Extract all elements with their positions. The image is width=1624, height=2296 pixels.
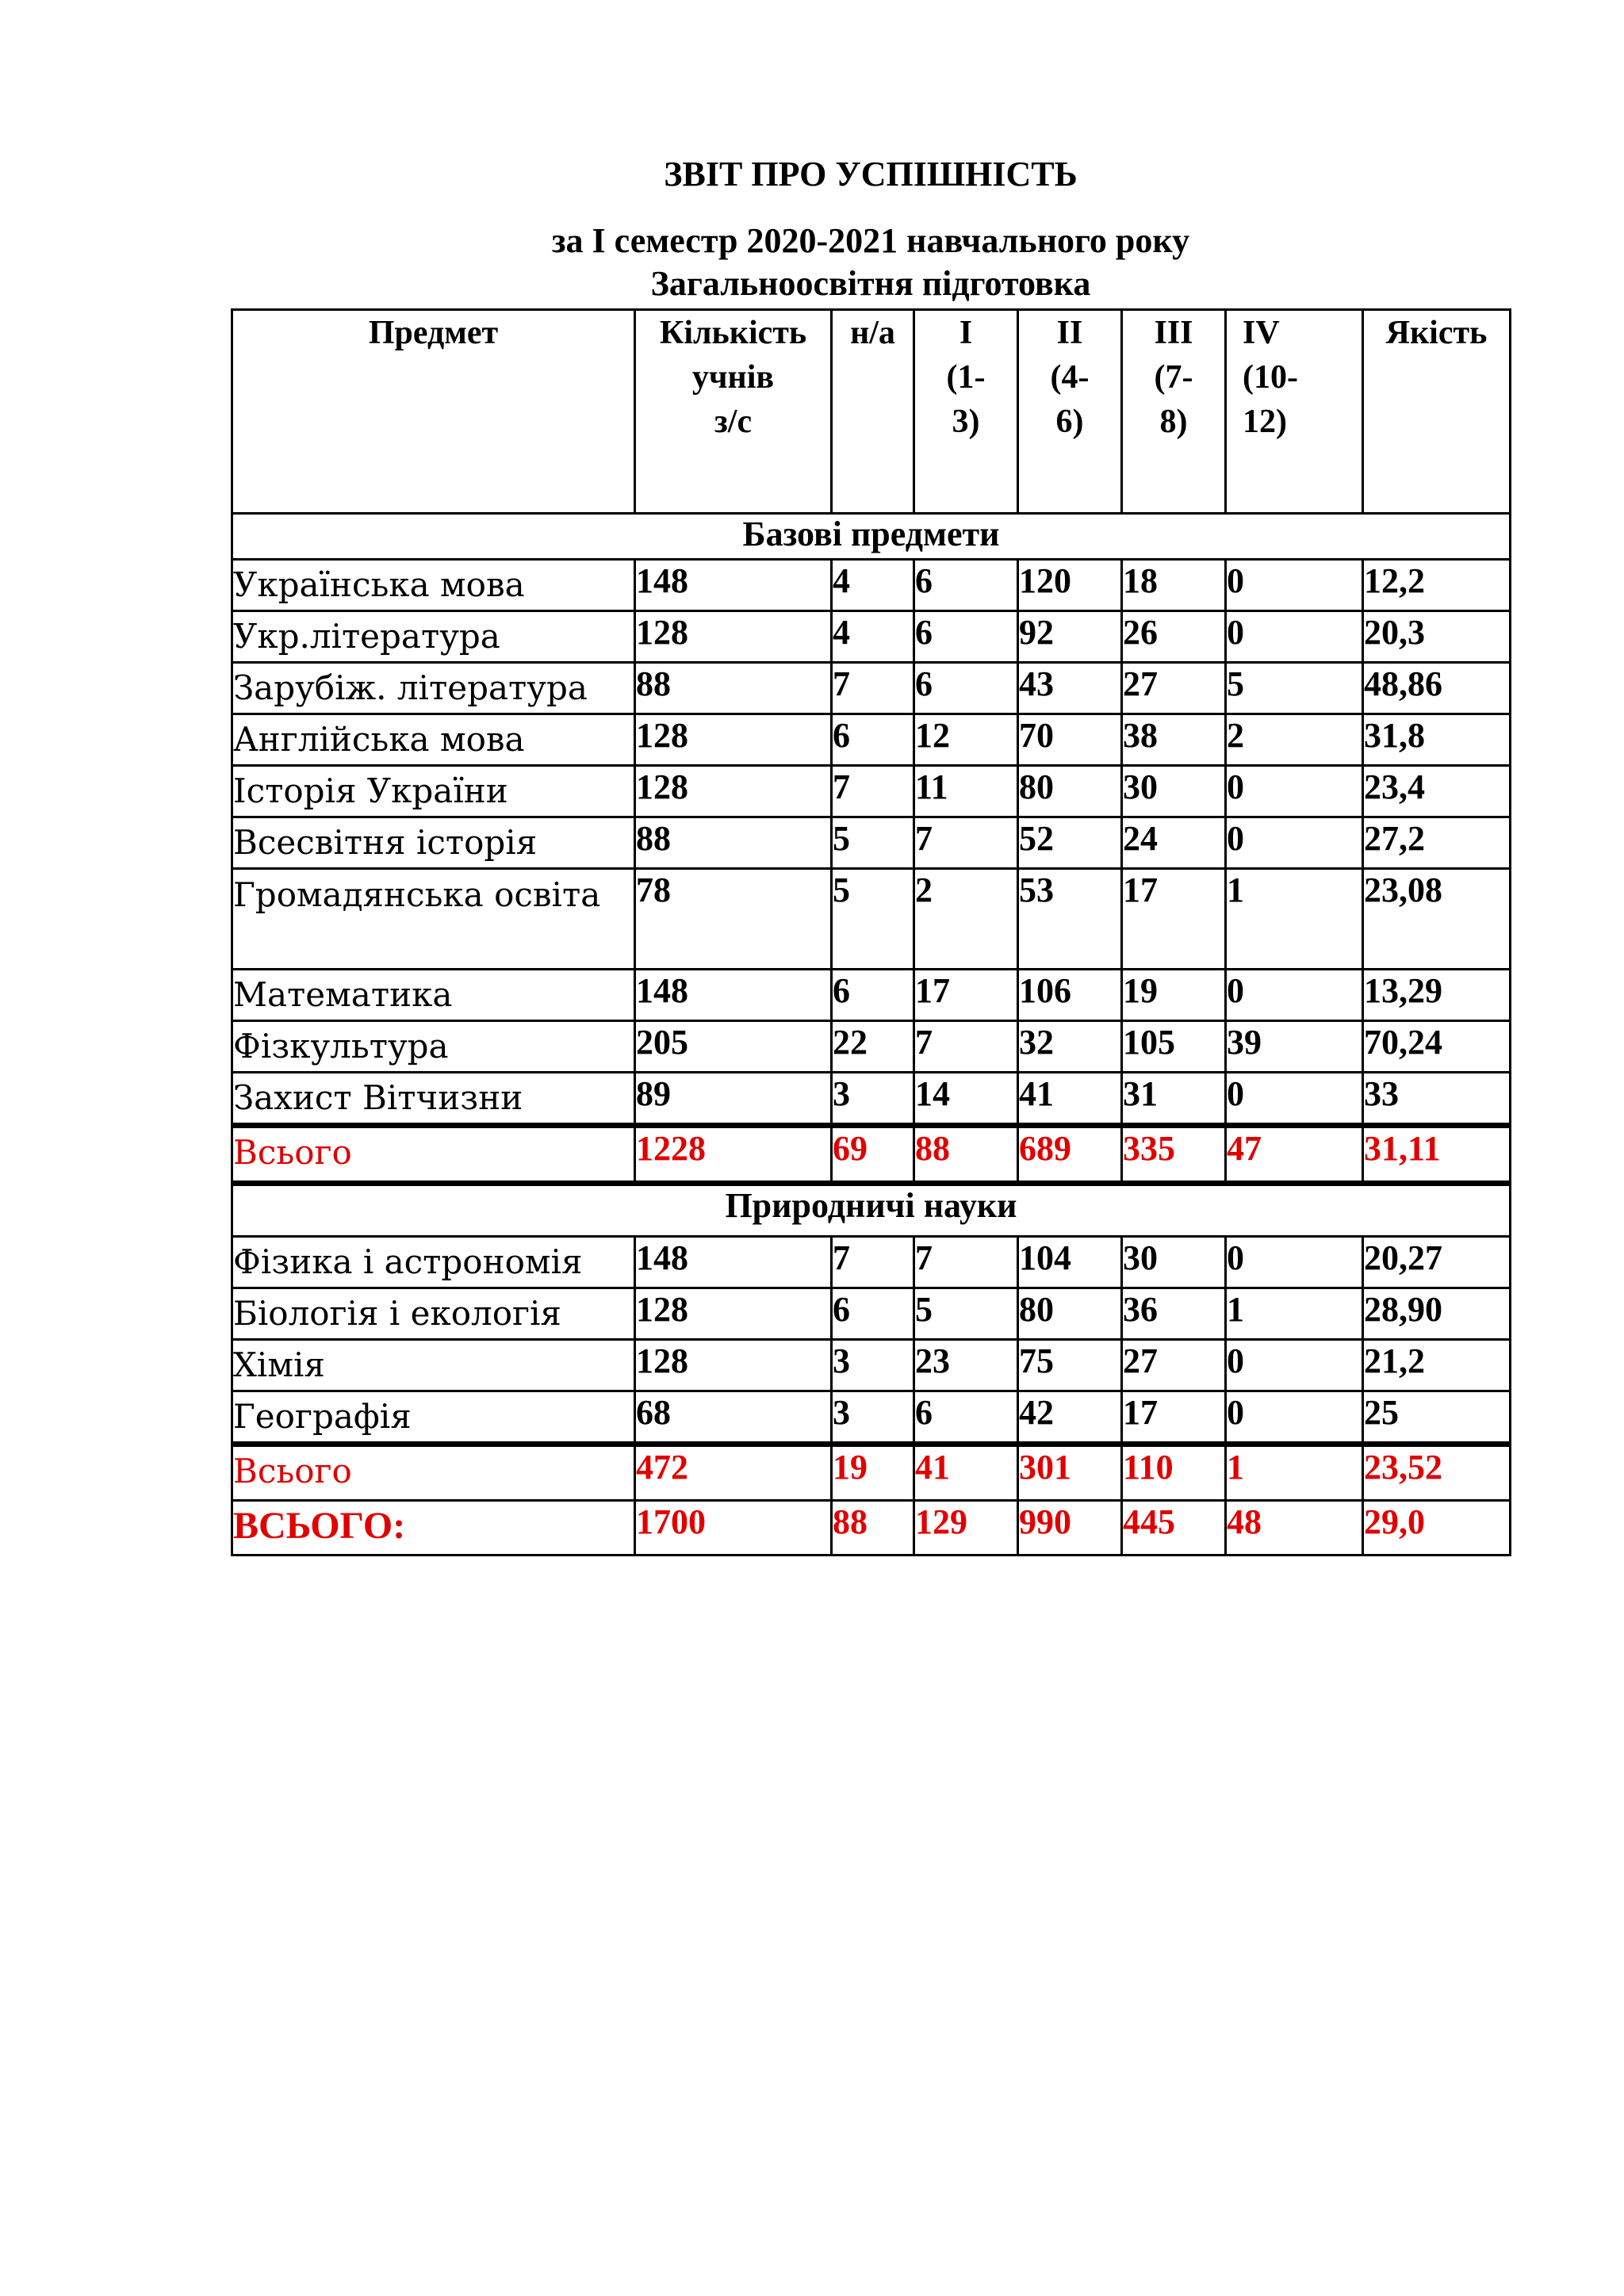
table-body <box>232 514 1511 1556</box>
level-1-cell: 6 <box>914 1391 1018 1445</box>
count-cell: 88 <box>635 663 832 714</box>
level-2-cell: 92 <box>1018 611 1122 663</box>
header-count-line2: учнів <box>691 359 775 396</box>
count-cell: 89 <box>635 1073 832 1126</box>
level-2-cell: 42 <box>1018 1391 1122 1445</box>
level-2-cell: 75 <box>1018 1340 1122 1391</box>
total-na: 19 <box>832 1445 914 1501</box>
level-4-cell: 0 <box>1226 1340 1363 1391</box>
level-2-cell: 104 <box>1018 1237 1122 1288</box>
header-level-3-line2: (7- <box>1154 359 1193 396</box>
level-2-cell: 80 <box>1018 1288 1122 1340</box>
total-level-3: 335 <box>1122 1126 1226 1184</box>
header-count <box>635 310 832 514</box>
report-subtitle-2: Загальноосвітня підготовка <box>650 264 1091 303</box>
level-2-cell: 53 <box>1018 869 1122 970</box>
total-count: 1228 <box>635 1126 832 1184</box>
level-2-cell: 80 <box>1018 766 1122 817</box>
subject-cell: Фізика і астрономія <box>232 1237 635 1288</box>
count-cell: 148 <box>635 1237 832 1288</box>
total-level-1: 88 <box>914 1126 1018 1184</box>
grand-total-row <box>232 1501 1511 1556</box>
subject-cell: Захист Вітчизни <box>232 1073 635 1126</box>
level-1-cell: 7 <box>914 1237 1018 1288</box>
header-subject <box>232 310 635 514</box>
quality-cell: 28,90 <box>1363 1288 1511 1340</box>
header-level-4-line3: 12) <box>1243 404 1287 440</box>
header-quality <box>1363 310 1511 514</box>
level-3-cell: 36 <box>1122 1288 1226 1340</box>
header-level-1-line2: (1- <box>946 359 986 396</box>
count-cell: 128 <box>635 1340 832 1391</box>
subject-cell: Укр.література <box>232 611 635 663</box>
count-cell: 148 <box>635 560 832 611</box>
quality-cell: 21,2 <box>1363 1340 1511 1391</box>
total-quality: 23,52 <box>1363 1445 1511 1501</box>
subject-cell: Біологія і екологія <box>232 1288 635 1340</box>
subject-cell: Англійська мова <box>232 714 635 766</box>
grand-total-level-4: 48 <box>1226 1501 1363 1556</box>
level-1-cell: 6 <box>914 560 1018 611</box>
section-total-row <box>232 1445 1511 1501</box>
subject-cell: Географія <box>232 1391 635 1445</box>
table-row <box>232 611 1511 663</box>
na-cell: 7 <box>832 766 914 817</box>
total-level-2: 689 <box>1018 1126 1122 1184</box>
header-level-1-line1: І <box>959 315 973 351</box>
header-level-4 <box>1226 310 1363 514</box>
level-4-cell: 0 <box>1226 560 1363 611</box>
level-3-cell: 26 <box>1122 611 1226 663</box>
subject-cell: Українська мова <box>232 560 635 611</box>
report-subtitle: за І семестр 2020-2021 навчального року <box>551 221 1190 260</box>
header-quality-label: Якість <box>1385 315 1488 351</box>
quality-cell: 27,2 <box>1363 817 1511 869</box>
subject-cell: Історія України <box>232 766 635 817</box>
level-2-cell: 52 <box>1018 817 1122 869</box>
level-4-cell: 0 <box>1226 1237 1363 1288</box>
table-row <box>232 970 1511 1021</box>
level-3-cell: 27 <box>1122 1340 1226 1391</box>
table-row <box>232 1073 1511 1126</box>
na-cell: 7 <box>832 663 914 714</box>
section-header-row <box>232 1184 1511 1237</box>
level-1-cell: 5 <box>914 1288 1018 1340</box>
level-3-cell: 30 <box>1122 766 1226 817</box>
table-row <box>232 1340 1511 1391</box>
level-2-cell: 41 <box>1018 1073 1122 1126</box>
header-level-2-line2: (4- <box>1050 359 1090 396</box>
table-row <box>232 714 1511 766</box>
grand-total-level-1: 129 <box>914 1501 1018 1556</box>
header-level-4-line1: IV <box>1243 315 1280 351</box>
count-cell: 128 <box>635 766 832 817</box>
na-cell: 22 <box>832 1021 914 1073</box>
header-level-2-line1: ІІ <box>1056 315 1083 351</box>
level-1-cell: 12 <box>914 714 1018 766</box>
table-row <box>232 663 1511 714</box>
quality-cell: 13,29 <box>1363 970 1511 1021</box>
table-row <box>232 1237 1511 1288</box>
subject-cell: Зарубіж. література <box>232 663 635 714</box>
level-2-cell: 43 <box>1018 663 1122 714</box>
level-4-cell: 1 <box>1226 869 1363 970</box>
level-4-cell: 0 <box>1226 611 1363 663</box>
total-label: Всього <box>232 1445 635 1501</box>
header-level-4-line2: (10- <box>1243 359 1298 396</box>
subject-cell: Математика <box>232 970 635 1021</box>
quality-cell: 25 <box>1363 1391 1511 1445</box>
subject-cell: Громадянська освіта <box>232 869 635 970</box>
table-row <box>232 1391 1511 1445</box>
section-header-row <box>232 514 1511 560</box>
level-3-cell: 17 <box>1122 869 1226 970</box>
header-level-3-line1: ІІІ <box>1154 315 1193 351</box>
na-cell: 5 <box>832 869 914 970</box>
total-level-3: 110 <box>1122 1445 1226 1501</box>
quality-cell: 23,08 <box>1363 869 1511 970</box>
header-level-1-line3: 3) <box>952 404 980 440</box>
total-na: 69 <box>832 1126 914 1184</box>
level-1-cell: 6 <box>914 611 1018 663</box>
level-4-cell: 0 <box>1226 1073 1363 1126</box>
count-cell: 68 <box>635 1391 832 1445</box>
header-count-line1: Кількість <box>659 315 807 351</box>
level-3-cell: 19 <box>1122 970 1226 1021</box>
level-4-cell: 1 <box>1226 1288 1363 1340</box>
level-2-cell: 120 <box>1018 560 1122 611</box>
total-level-1: 41 <box>914 1445 1018 1501</box>
total-level-4: 47 <box>1226 1126 1363 1184</box>
quality-cell: 20,3 <box>1363 611 1511 663</box>
level-1-cell: 17 <box>914 970 1018 1021</box>
quality-cell: 20,27 <box>1363 1237 1511 1288</box>
quality-cell: 33 <box>1363 1073 1511 1126</box>
level-3-cell: 30 <box>1122 1237 1226 1288</box>
table-row <box>232 766 1511 817</box>
grand-total-level-2: 990 <box>1018 1501 1122 1556</box>
level-2-cell: 70 <box>1018 714 1122 766</box>
level-4-cell: 0 <box>1226 766 1363 817</box>
na-cell: 3 <box>832 1340 914 1391</box>
quality-cell: 31,8 <box>1363 714 1511 766</box>
level-3-cell: 17 <box>1122 1391 1226 1445</box>
level-4-cell: 0 <box>1226 1391 1363 1445</box>
level-3-cell: 27 <box>1122 663 1226 714</box>
subject-cell: Фізкультура <box>232 1021 635 1073</box>
na-cell: 5 <box>832 817 914 869</box>
count-cell: 148 <box>635 970 832 1021</box>
total-level-4: 1 <box>1226 1445 1363 1501</box>
level-1-cell: 14 <box>914 1073 1018 1126</box>
na-cell: 3 <box>832 1391 914 1445</box>
level-1-cell: 7 <box>914 817 1018 869</box>
section-title: Природничі науки <box>232 1184 1511 1237</box>
table-row <box>232 869 1511 970</box>
total-level-2: 301 <box>1018 1445 1122 1501</box>
level-3-cell: 105 <box>1122 1021 1226 1073</box>
level-1-cell: 23 <box>914 1340 1018 1391</box>
na-cell: 3 <box>832 1073 914 1126</box>
table-row <box>232 560 1511 611</box>
subject-cell: Хімія <box>232 1340 635 1391</box>
table-header-row <box>232 310 1511 514</box>
level-4-cell: 0 <box>1226 817 1363 869</box>
level-1-cell: 2 <box>914 869 1018 970</box>
level-2-cell: 32 <box>1018 1021 1122 1073</box>
grand-total-label: ВСЬОГО: <box>232 1501 635 1556</box>
header-count-line3: з/с <box>714 404 753 440</box>
level-3-cell: 38 <box>1122 714 1226 766</box>
level-2-cell: 106 <box>1018 970 1122 1021</box>
header-na <box>832 310 914 514</box>
header-na-label: н/а <box>850 315 895 351</box>
level-3-cell: 18 <box>1122 560 1226 611</box>
level-4-cell: 5 <box>1226 663 1363 714</box>
total-count: 472 <box>635 1445 832 1501</box>
level-4-cell: 2 <box>1226 714 1363 766</box>
count-cell: 88 <box>635 817 832 869</box>
na-cell: 6 <box>832 1288 914 1340</box>
count-cell: 78 <box>635 869 832 970</box>
quality-cell: 70,24 <box>1363 1021 1511 1073</box>
subject-cell: Всесвітня історія <box>232 817 635 869</box>
performance-table <box>231 308 1511 1556</box>
quality-cell: 48,86 <box>1363 663 1511 714</box>
header-subject-label: Предмет <box>368 315 499 351</box>
level-4-cell: 0 <box>1226 970 1363 1021</box>
level-1-cell: 11 <box>914 766 1018 817</box>
table-row <box>232 1021 1511 1073</box>
table-row <box>232 817 1511 869</box>
count-cell: 128 <box>635 611 832 663</box>
total-label: Всього <box>232 1126 635 1184</box>
na-cell: 6 <box>832 970 914 1021</box>
header-level-2 <box>1018 310 1122 514</box>
na-cell: 7 <box>832 1237 914 1288</box>
section-total-row <box>232 1126 1511 1184</box>
na-cell: 6 <box>832 714 914 766</box>
level-1-cell: 6 <box>914 663 1018 714</box>
grand-total-na: 88 <box>832 1501 914 1556</box>
table-row <box>232 1288 1511 1340</box>
total-quality: 31,11 <box>1363 1126 1511 1184</box>
header-level-3 <box>1122 310 1226 514</box>
count-cell: 128 <box>635 1288 832 1340</box>
quality-cell: 23,4 <box>1363 766 1511 817</box>
header-level-1 <box>914 310 1018 514</box>
level-3-cell: 24 <box>1122 817 1226 869</box>
header-level-2-line3: 6) <box>1055 404 1084 440</box>
na-cell: 4 <box>832 611 914 663</box>
quality-cell: 12,2 <box>1363 560 1511 611</box>
count-cell: 205 <box>635 1021 832 1073</box>
count-cell: 128 <box>635 714 832 766</box>
grand-total-count: 1700 <box>635 1501 832 1556</box>
grand-total-level-3: 445 <box>1122 1501 1226 1556</box>
level-4-cell: 39 <box>1226 1021 1363 1073</box>
report-title: ЗВІТ ПРО УСПІШНІСТЬ <box>664 155 1078 193</box>
header-level-3-line3: 8) <box>1159 404 1188 440</box>
na-cell: 4 <box>832 560 914 611</box>
level-1-cell: 7 <box>914 1021 1018 1073</box>
level-3-cell: 31 <box>1122 1073 1226 1126</box>
grand-total-quality: 29,0 <box>1363 1501 1511 1556</box>
section-title: Базові предмети <box>232 514 1511 560</box>
